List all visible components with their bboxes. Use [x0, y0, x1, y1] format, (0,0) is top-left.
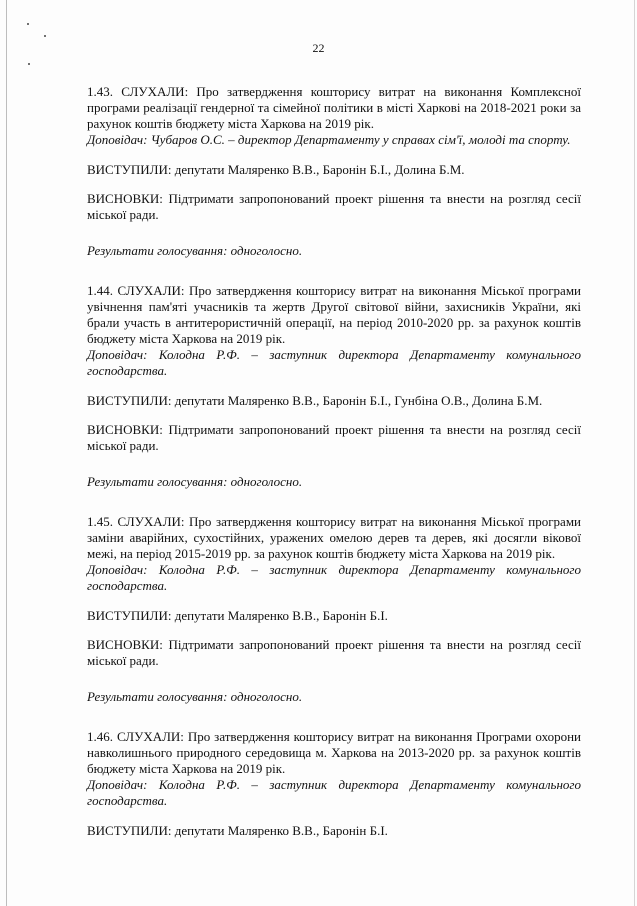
heard-paragraph: 1.45. СЛУХАЛИ: Про затвердження кошторису витрат на виконання Міської програми заміни аварійних, сухостійних, уражених омелою дерев та дерев, які досягли вікової межі, на період 2015-2019 рр. за рахунок коштів бюджету міста Харкова на 2019 рік. [87, 514, 581, 561]
vote-result: Результати голосування: одноголосно. [87, 243, 303, 258]
conclusions-paragraph: ВИСНОВКИ: Підтримати запропонований проект рішення та внести на розгляд сесії міської ради. [87, 191, 581, 222]
page-number: 22 [312, 41, 325, 55]
speaker-line: Доповідач: Колодна Р.Ф. – заступник директора Департаменту комунального господарства. [87, 347, 581, 378]
vote-result: Результати голосування: одноголосно. [87, 474, 303, 489]
scan-right-edge [634, 0, 635, 906]
spoke-line: ВИСТУПИЛИ: депутати Маляренко В.В., Баронін Б.І. [87, 823, 388, 838]
scan-speck [44, 35, 46, 37]
scan-left-edge [6, 0, 7, 906]
spoke-line: ВИСТУПИЛИ: депутати Маляренко В.В., Баронін Б.І., Гунбіна О.В., Долина Б.М. [87, 393, 543, 408]
minutes-body [87, 84, 581, 839]
scan-speck [27, 23, 29, 25]
conclusions-paragraph: ВИСНОВКИ: Підтримати запропонований проект рішення та внести на розгляд сесії міської ради. [87, 637, 581, 668]
speaker-line: Доповідач: Чубаров О.С. – директор Департаменту у справах сім'ї, молоді та спорту. [87, 132, 571, 147]
spoke-line: ВИСТУПИЛИ: депутати Маляренко В.В., Баронін Б.І., Долина Б.М. [87, 162, 465, 177]
vote-result: Результати голосування: одноголосно. [87, 689, 303, 704]
speaker-line: Доповідач: Колодна Р.Ф. – заступник директора Департаменту комунального господарства. [87, 777, 581, 808]
speaker-line: Доповідач: Колодна Р.Ф. – заступник директора Департаменту комунального господарства. [87, 562, 581, 593]
scan-speck [28, 63, 30, 65]
conclusions-paragraph: ВИСНОВКИ: Підтримати запропонований проект рішення та внести на розгляд сесії міської ради. [87, 422, 581, 453]
spoke-line: ВИСТУПИЛИ: депутати Маляренко В.В., Баронін Б.І. [87, 608, 388, 623]
heard-paragraph: 1.44. СЛУХАЛИ: Про затвердження кошторису витрат на виконання Міської програми увічнення пам'яті учасників та жертв Другої світової війни, захисників України, які брали участь в антитерористичній операції, на період 2010-2020 рр. за рахунок коштів бюджету міста Харкова на 2019 рік. [87, 283, 581, 346]
heard-paragraph: 1.43. СЛУХАЛИ: Про затвердження кошторису витрат на виконання Комплексної програми реалізації гендерної та сімейної політики в місті Харкові на 2018-2021 роки за рахунок коштів бюджету міста Харкова на 2019 рік. [87, 84, 581, 131]
heard-paragraph: 1.46. СЛУХАЛИ: Про затвердження кошторису витрат на виконання Програми охорони навколишнього природного середовища м. Харкова на 2013-2020 рр. за рахунок коштів бюджету міста Харкова на 2019 рік. [87, 729, 581, 776]
